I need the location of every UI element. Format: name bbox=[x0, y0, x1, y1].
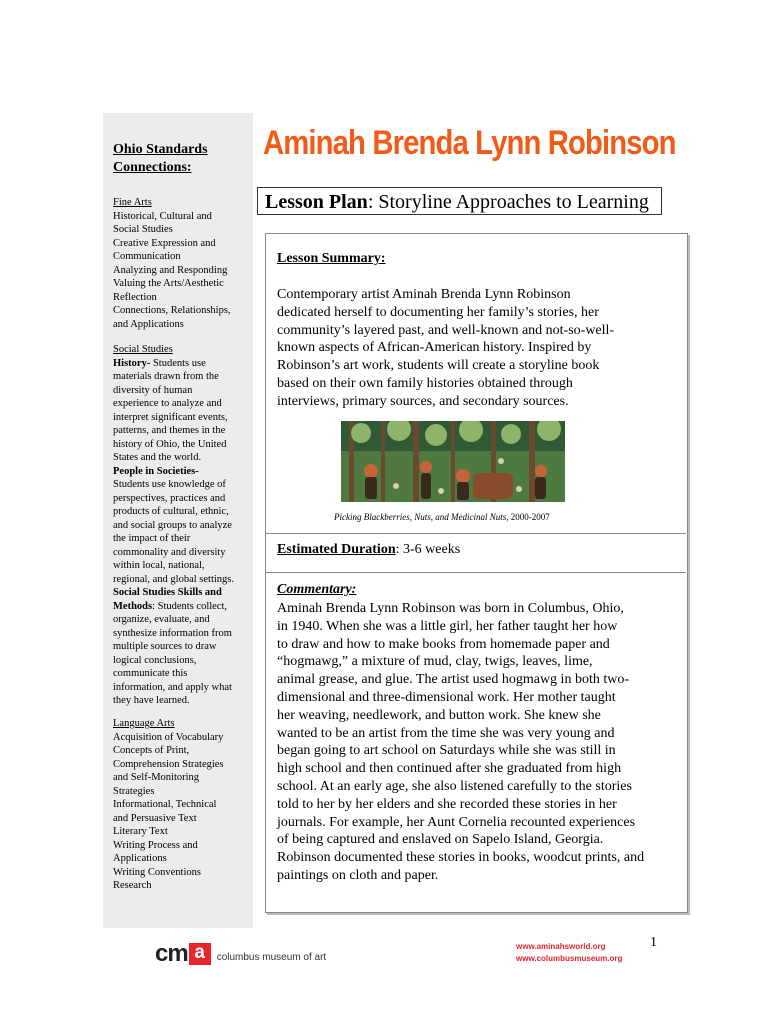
language-arts-block bbox=[113, 717, 253, 893]
sidebar-title: Ohio Standards Connections: bbox=[113, 142, 208, 175]
artwork-caption-title: Picking Blackberries, Nuts, and Medicinal Nuts bbox=[334, 512, 507, 522]
estimated-duration bbox=[277, 542, 460, 558]
url-aminahsworld[interactable]: www.aminahsworld.org bbox=[516, 942, 606, 951]
artwork-caption bbox=[334, 512, 550, 522]
duration-value: : 3-6 weeks bbox=[395, 542, 461, 557]
url-columbusmuseum[interactable]: www.columbusmuseum.org bbox=[516, 954, 623, 963]
skills-text: : Students collect, organize, evaluate, and synthesize information from multiple sources to draw logical conclusions, communicate this information, and apply what they have learned. bbox=[113, 600, 232, 706]
history-text: Students use materials drawn from the diversity of human experience to analyze and interpret significant events, patterns, and themes in the history of Ohio, the United States and the world. bbox=[113, 357, 228, 463]
language-arts-list: Acquisition of Vocabulary Concepts of Print, Comprehension Strategies and Self-Monitoring Strategies Informational, Technical and Persuasive Text Literary Text Writing Process and Applications Writing Conventions Research bbox=[113, 731, 224, 891]
fine-arts-block bbox=[113, 196, 253, 331]
commentary-heading: Commentary: bbox=[277, 582, 357, 597]
logo-cm: cm bbox=[155, 940, 188, 967]
artwork-image bbox=[341, 421, 565, 502]
section-divider bbox=[266, 572, 686, 573]
summary-heading: Lesson Summary: bbox=[277, 251, 386, 266]
page-number: 1 bbox=[650, 935, 657, 950]
artist-title: Aminah Brenda Lynn Robinson bbox=[263, 124, 676, 162]
lesson-plan-text: : Storyline Approaches to Learning bbox=[367, 191, 649, 213]
people-label: People in Societies- bbox=[113, 465, 199, 477]
logo-museum-name: columbus museum of art bbox=[216, 951, 327, 963]
social-studies-heading: Social Studies bbox=[113, 344, 173, 355]
history-label: History- bbox=[113, 357, 151, 369]
duration-label: Estimated Duration bbox=[277, 542, 396, 557]
people-text: Students use knowledge of perspectives, practices and products of cultural, ethnic, and social groups to analyze the impact of their commonality and diversity within local, national, regional, and global settings. bbox=[113, 479, 235, 585]
summary-text: Contemporary artist Aminah Brenda Lynn Robinson dedicated herself to documenting her family’s stories, her community’s layered past, and well-known and not-so-well- known aspects of African-American history. Inspired by Robinson’s art work, students will create a storyline book based on their own family histories obtained through interviews, primary sources, and secondary sources. bbox=[277, 287, 615, 409]
commentary-text: Aminah Brenda Lynn Robinson was born in Columbus, Ohio, in 1940. When she was a little girl, her father taught her how to draw and how to make books from homemade paper and “hogmawg,” a mixture of mud, clay, twigs, leaves, lime, animal grease, and glue. The artist used hogmawg in both two- dimensional and three-dimensional work. Her mother taught her weaving, needlework, and button work. She knew she wanted to be an artist from the time she was very young and began going to art school on Saturdays while she was still in high school and then continued after she graduated from high school. At an early age, she also listened carefully to the stories told to her by her elders and she recorded these stories in her journals. For example, her Aunt Cornelia recounted experiences of being captured and enslaved on Sapelo Island, Georgia. Robinson documented these stories in books, woodcut prints, and paintings on cloth and paper. bbox=[277, 601, 645, 883]
social-studies-block bbox=[113, 343, 253, 708]
fine-arts-list: Historical, Cultural and Social Studies Creative Expression and Communication Analyzing and Responding Valuing the Arts/Aesthetic Reflection Connections, Relationships, and Applications bbox=[113, 210, 231, 330]
skills-label: Social Studies Skills and Methods bbox=[113, 587, 222, 612]
logo-a: a bbox=[189, 943, 211, 965]
artwork-illustration bbox=[341, 421, 565, 502]
museum-logo bbox=[155, 942, 326, 966]
footer-urls bbox=[516, 941, 622, 965]
language-arts-heading: Language Arts bbox=[113, 718, 175, 729]
artwork-caption-date: , 2000-2007 bbox=[506, 512, 550, 522]
fine-arts-heading: Fine Arts bbox=[113, 197, 152, 208]
lesson-plan-label: Lesson Plan bbox=[265, 191, 368, 213]
lesson-plan-title bbox=[265, 190, 649, 214]
section-divider bbox=[266, 533, 686, 534]
